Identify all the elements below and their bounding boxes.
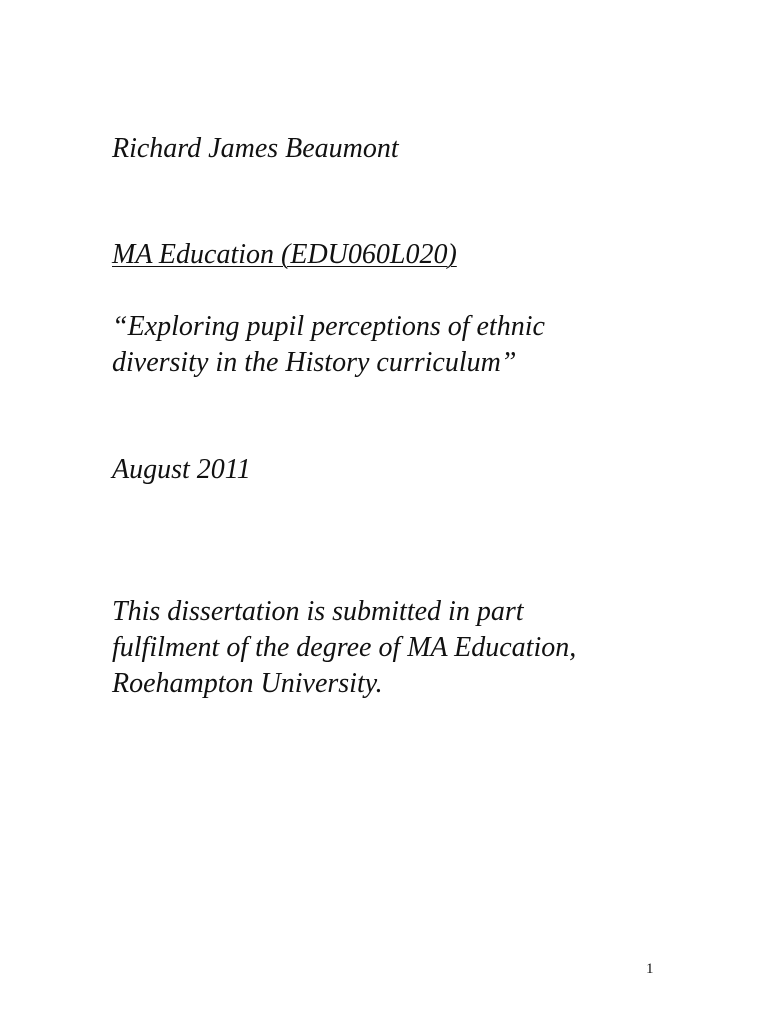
course-title: MA Education (EDU060L020) [112,239,457,270]
submission-statement-line-2: fulfilment of the degree of MA Education, [112,632,577,663]
dissertation-title-line-2: diversity in the History curriculum” [112,347,517,378]
dissertation-title-line-1: “Exploring pupil perceptions of ethnic [112,311,545,342]
submission-date: August 2011 [112,454,251,485]
dissertation-title [112,309,545,381]
submission-statement-line-3: Roehampton University. [112,668,383,699]
author-name: Richard James Beaumont [112,133,399,164]
submission-statement-line-1: This dissertation is submitted in part [112,596,524,627]
submission-statement [112,594,576,702]
page-number: 1 [646,961,654,977]
